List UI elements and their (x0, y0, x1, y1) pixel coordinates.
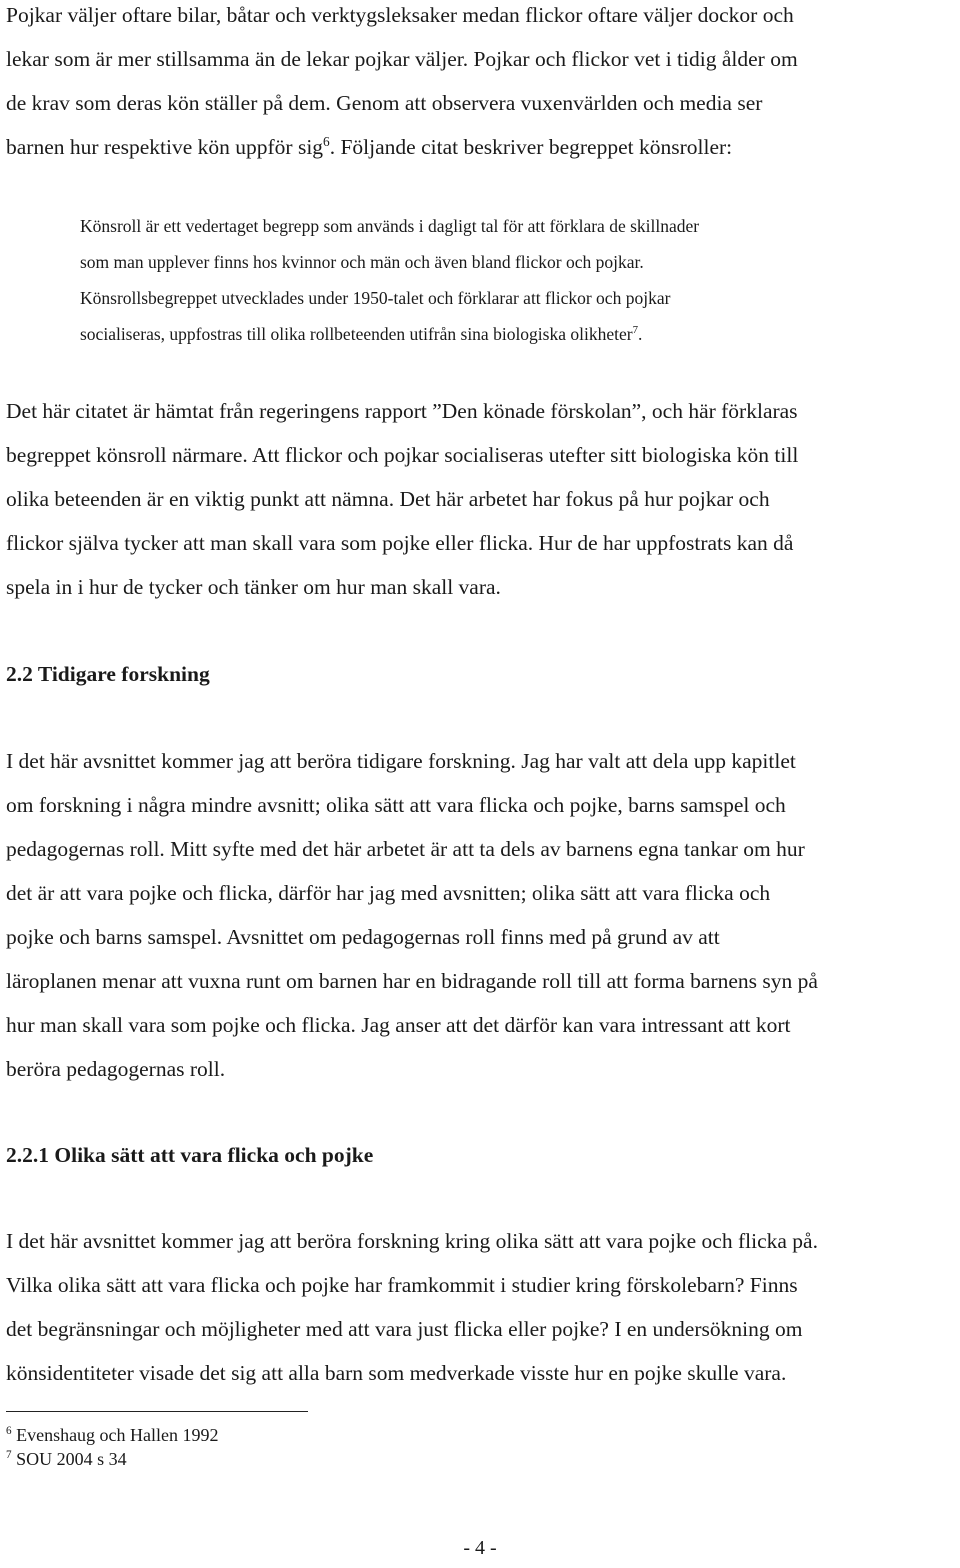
footnote-number: 7 (6, 1449, 12, 1461)
paragraph (6, 389, 798, 609)
block-quote (80, 208, 699, 352)
text-line: Pojkar väljer oftare bilar, båtar och verktygsleksaker medan flickor oftare väljer dockor och (6, 3, 794, 27)
text-line: om forskning i några mindre avsnitt; olika sätt att vara flicka och pojke, barns samspel och (6, 793, 786, 817)
paragraph (6, 1219, 818, 1395)
intro-paragraph (6, 0, 798, 169)
text-line: hur man skall vara som pojke och flicka. Jag anser att det därför kan vara intressant att kort (6, 1013, 791, 1037)
footnote-text: SOU 2004 s 34 (16, 1449, 127, 1469)
text-line: pedagogernas roll. Mitt syfte med det här arbetet är att ta dels av barnens egna tankar om hur (6, 837, 805, 861)
text-segment: socialiseras, uppfostras till olika rollbeteenden utifrån sina biologiska olikheter (80, 324, 633, 344)
footnote-number: 6 (6, 1425, 12, 1437)
text-line: de krav som deras kön ställer på dem. Genom att observera vuxenvärlden och media ser (6, 91, 763, 115)
text-line: flickor själva tycker att man skall vara som pojke eller flicka. Hur de har uppfostrats kan då (6, 531, 794, 555)
quote-line (80, 316, 699, 352)
text-segment: . (638, 324, 643, 344)
text-line (6, 125, 798, 169)
text-line: I det här avsnittet kommer jag att beröra tidigare forskning. Jag har valt att dela upp kapitlet (6, 749, 796, 773)
text-segment: . Följande citat beskriver begreppet könsroller: (329, 135, 733, 159)
page-number: - 4 - (463, 1537, 497, 1559)
footnote-ref-6: 6 (323, 133, 330, 149)
section-heading: 2.2 Tidigare forskning (6, 662, 210, 686)
text-line: spela in i hur de tycker och tänker om hur man skall vara. (6, 575, 501, 599)
text-line: Vilka olika sätt att vara flicka och pojke har framkommit i studier kring förskolebarn? Finns (6, 1273, 798, 1297)
footnote (6, 1448, 127, 1470)
text-segment: barnen hur respektive kön uppför sig (6, 135, 324, 159)
text-line: beröra pedagogernas roll. (6, 1057, 226, 1081)
text-line: det begränsningar och möjligheter med att vara just flicka eller pojke? I en undersökning om (6, 1317, 803, 1341)
text-line: det är att vara pojke och flicka, därför har jag med avsnitten; olika sätt att vara flicka och (6, 881, 771, 905)
subsection-heading: 2.2.1 Olika sätt att vara flicka och pojke (6, 1143, 374, 1167)
text-line: begreppet könsroll närmare. Att flickor och pojkar socialiseras utefter sitt biologiska kön till (6, 443, 799, 467)
text-line: lekar som är mer stillsamma än de lekar pojkar väljer. Pojkar och flickor vet i tidig ålder om (6, 47, 798, 71)
text-line: olika beteenden är en viktig punkt att nämna. Det här arbetet har fokus på hur pojkar och (6, 487, 770, 511)
text-line: könsidentiteter visade det sig att alla barn som medverkade visste hur en pojke skulle vara. (6, 1361, 787, 1385)
text-line: Det här citatet är hämtat från regeringens rapport ”Den könade förskolan”, och här förklaras (6, 399, 798, 423)
footnote (6, 1424, 219, 1446)
quote-line: Könsroll är ett vedertaget begrepp som används i dagligt tal för att förklara de skillnader (80, 216, 700, 236)
text-line: I det här avsnittet kommer jag att beröra forskning kring olika sätt att vara pojke och flicka på. (6, 1229, 818, 1253)
quote-line: Könsrollsbegreppet utvecklades under 1950-talet och förklarar att flickor och pojkar (80, 288, 671, 308)
quote-line: som man upplever finns hos kvinnor och män och även bland flickor och pojkar. (80, 252, 644, 272)
text-line: läroplanen menar att vuxna runt om barnen har en bidragande roll till att forma barnens syn på (6, 969, 818, 993)
paragraph (6, 739, 818, 1091)
footnote-text: Evenshaug och Hallen 1992 (16, 1425, 219, 1445)
footnote-ref-7: 7 (632, 324, 638, 337)
footnote-separator (6, 1411, 308, 1412)
text-line: pojke och barns samspel. Avsnittet om pedagogernas roll finns med på grund av att (6, 925, 720, 949)
